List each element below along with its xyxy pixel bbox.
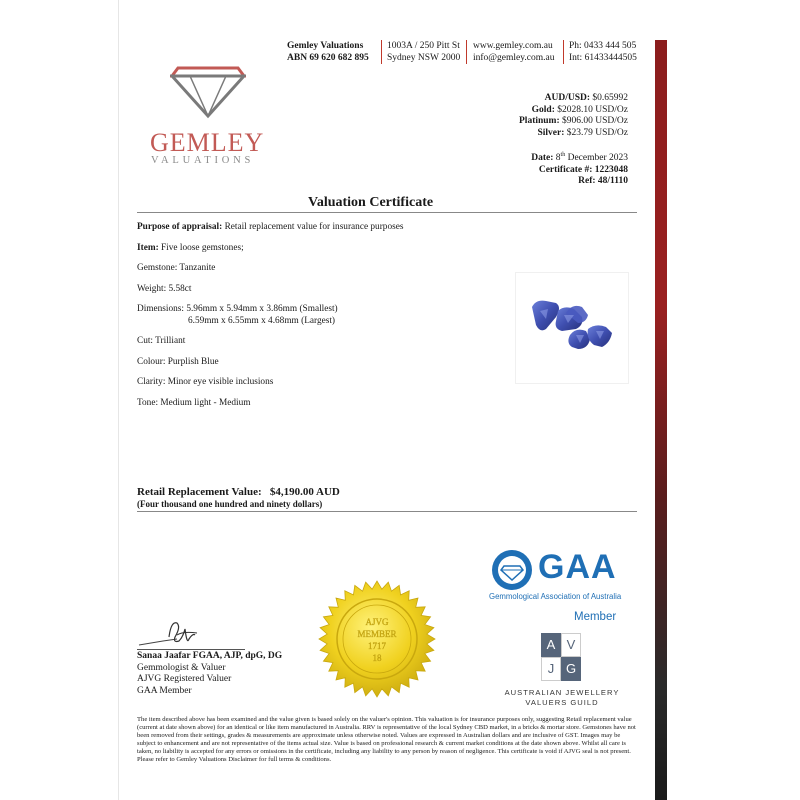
signature xyxy=(137,615,227,653)
retail-value-label: Retail Replacement Value: xyxy=(137,486,262,498)
gaa-member: Member xyxy=(574,611,617,623)
purpose-value: Retail replacement value for insurance purposes xyxy=(224,222,404,232)
clarity: Clarity: Minor eye visible inclusions xyxy=(137,377,274,387)
diamond-logo-icon xyxy=(170,60,246,120)
cert-label: Certificate #: xyxy=(538,164,593,175)
gaa-logo-text: GAA xyxy=(538,548,617,586)
website[interactable]: www.gemley.com.au xyxy=(473,41,553,51)
date-label: Date: xyxy=(531,153,554,164)
valuer-name: Sanaa Jaafar FGAA, AJP, dpG, DG xyxy=(137,651,283,661)
ajvg-name: AUSTRALIAN JEWELLERY VALUERS GUILD xyxy=(504,688,620,707)
company-block xyxy=(287,40,369,64)
header-divider xyxy=(563,40,564,64)
details-block xyxy=(137,222,403,409)
retail-value xyxy=(137,486,340,498)
page-title: Valuation Certificate xyxy=(308,195,434,210)
logo-subtitle: VALUATIONS xyxy=(151,155,255,166)
address-line1: 1003A / 250 Pitt St xyxy=(387,41,460,51)
gemstone: Gemstone: Tanzanite xyxy=(137,263,216,273)
certificate-meta: Date: 8th December 2023 Certificate #: 1223048 Ref: 48/1110 xyxy=(531,152,628,187)
valuer-role: GAA Member xyxy=(137,685,192,696)
contact-block xyxy=(473,40,554,64)
cut: Cut: Trilliant xyxy=(137,336,186,346)
tone: Tone: Medium light - Medium xyxy=(137,397,251,408)
ajvg-gold-seal xyxy=(318,580,436,698)
retail-value-amount: $4,190.00 AUD xyxy=(269,486,340,498)
logo-wordmark: GEMLEY xyxy=(150,128,265,157)
header-divider xyxy=(466,40,467,64)
seal-line: AJVG xyxy=(365,617,389,627)
intl-phone[interactable]: Int: 61433444505 xyxy=(569,53,637,63)
seal-line: 18 xyxy=(372,653,382,663)
dimensions-line2: 6.59mm x 6.55mm x 4.68mm (Largest) xyxy=(188,315,336,326)
market-rates: AUD/USD: $0.65992 Gold: $2028.10 USD/Oz Platinum: $906.00 USD/Oz Silver: $23.79 USD/Oz xyxy=(519,93,628,138)
disclaimer: The item described above has been examined and the value given is based solely on the valuer's opinion. This valuation is for insurance purposes only, suggesting Retail replacement value (current at date shown above) for an identical or like item manufactured in Australia. RRV is representative of the local Sydney CBD market, in a bricks & mortar store. Gemstones have not been removed from their settings, grades & measurements are approximate unless otherwise noted. Values are expressed in Australian dollars and are inclusive of GST. Images may be subject to enhancement and are not representative of the items actual size. Value is based on professional research & current market conditions at the date shown above. Whilst all care is taken, no liability is accepted for any errors or omissions in the certificate, including any liability to any person by reason of negligence. This certificate is void if AJVG seal is not present. Please refer to Gemley Valuations Disclaimer for full terms & conditions. xyxy=(137,716,636,763)
phone-block xyxy=(569,40,637,64)
ref-number: 48/1110 xyxy=(597,176,628,187)
address-line2: Sydney NSW 2000 xyxy=(387,53,461,63)
divider xyxy=(137,212,637,213)
ajvg-letter: A xyxy=(541,633,561,657)
gaa-full-name: Gemmological Association of Australia xyxy=(489,592,622,601)
ajvg-letter: G xyxy=(561,657,581,681)
address-block xyxy=(387,40,460,64)
colour: Colour: Purplish Blue xyxy=(137,356,219,367)
company-name: Gemley Valuations xyxy=(287,41,364,51)
signature-line xyxy=(137,649,245,650)
side-color-bar xyxy=(655,40,667,800)
ajvg-logo xyxy=(541,633,581,681)
purpose-label: Purpose of appraisal: xyxy=(137,222,223,232)
dimensions-line1: Dimensions: 5.96mm x 5.94mm x 3.86mm (Smallest) xyxy=(137,304,338,314)
phone[interactable]: Ph: 0433 444 505 xyxy=(569,41,637,51)
ajvg-letter: V xyxy=(561,633,581,657)
gemstone-photo xyxy=(515,272,629,384)
ajvg-letter: J xyxy=(541,657,561,681)
seal-line: 1717 xyxy=(368,641,386,651)
divider xyxy=(137,511,637,512)
retail-value-words: (Four thousand one hundred and ninety dollars) xyxy=(137,499,323,509)
gaa-emblem-icon xyxy=(490,548,534,592)
item-value: Five loose gemstones; xyxy=(161,242,244,253)
item-label: Item: xyxy=(137,242,159,253)
valuer-block xyxy=(137,651,282,697)
valuer-role: AJVG Registered Valuer xyxy=(137,674,232,684)
seal-line: MEMBER xyxy=(357,629,397,639)
ref-label: Ref: xyxy=(578,176,596,187)
valuer-role: Gemmologist & Valuer xyxy=(137,662,226,673)
header-divider xyxy=(381,40,382,64)
weight: Weight: 5.58ct xyxy=(137,283,192,294)
cert-number: 1223048 xyxy=(594,164,628,175)
company-abn: ABN 69 620 682 895 xyxy=(287,53,369,63)
email[interactable]: info@gemley.com.au xyxy=(473,53,555,63)
